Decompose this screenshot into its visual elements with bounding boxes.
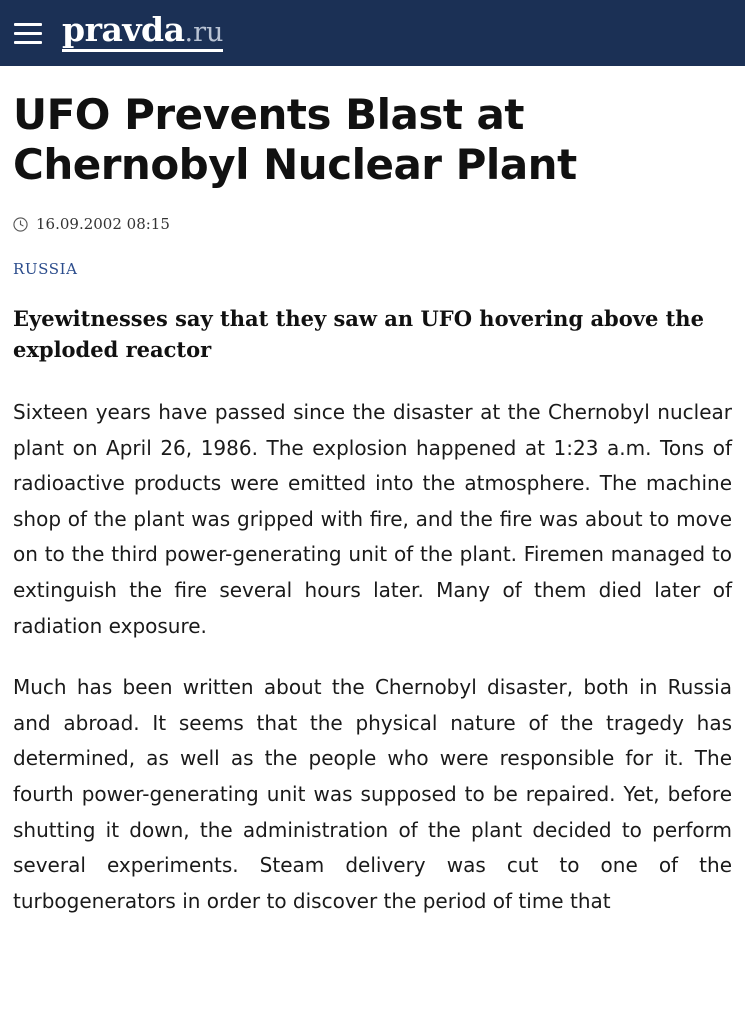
hamburger-bar <box>14 23 42 26</box>
hamburger-bar <box>14 41 42 44</box>
article-meta <box>13 215 732 233</box>
publish-date: 16.09.2002 08:15 <box>36 215 170 234</box>
page-title: UFO Prevents Blast at Chernobyl Nuclear Plant <box>13 90 577 189</box>
clock-icon <box>13 217 28 232</box>
rubric-link-russia[interactable]: RUSSIA <box>13 260 78 279</box>
hamburger-bar <box>14 32 42 35</box>
article-paragraph: Sixteen years have passed since the disaster at the Chernobyl nuclear plant on April 26, 1986. The explosion happened at 1:23 a.m. Tons of radioactive products were emitted into the atmosphere. The machine shop of the plant was gripped with fire, and the fire was about to move on to the third power-generating unit of the plant. Firemen managed to extinguish the fire several hours later. Many of them died later of radiation exposure. <box>13 399 732 638</box>
site-header <box>0 0 745 66</box>
article-container <box>0 66 745 919</box>
hamburger-menu-icon[interactable] <box>14 16 48 50</box>
site-logo[interactable] <box>62 9 224 54</box>
article-lead: Eyewitnesses say that they saw an UFO hovering above the exploded reactor <box>13 306 704 362</box>
logo-main-text: pravda <box>62 13 184 52</box>
article-paragraph: Much has been written about the Chernobyl disaster, both in Russia and abroad. It seems that the physical nature of the tragedy has determined, as well as the people who were responsible for it. The fourth power-generating unit was supposed to be repaired. Yet, before shutting it down, the administration of the plant decided to perform several experiments. Steam delivery was cut to one of the turbogenerators in order to discover the period of time that <box>13 675 732 913</box>
logo-suffix-text: .ru <box>184 19 223 52</box>
